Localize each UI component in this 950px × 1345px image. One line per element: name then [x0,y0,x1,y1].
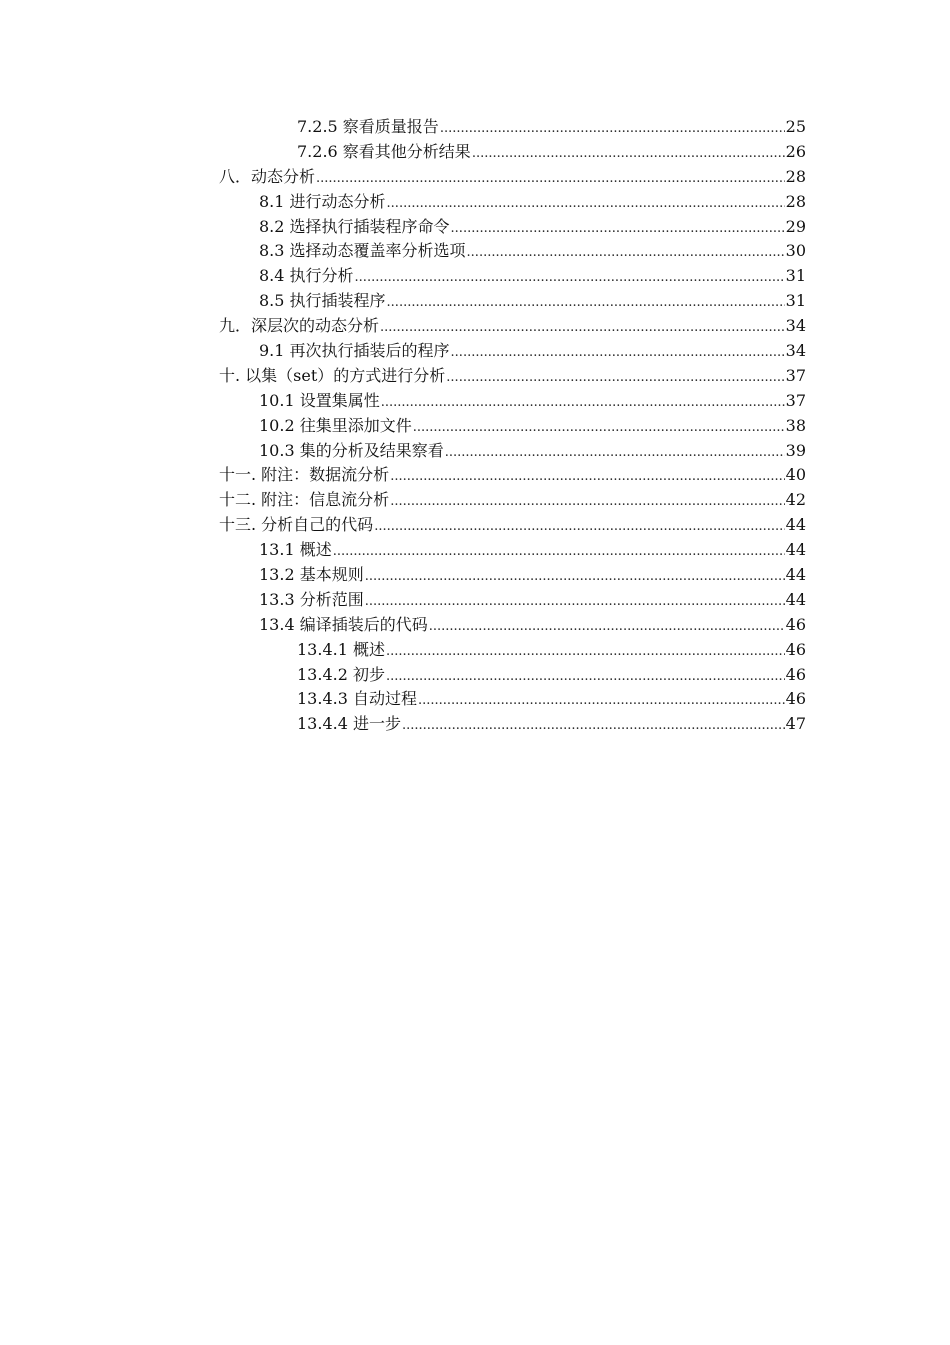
toc-entry-title[interactable]: 7.2.6 察看其他分析结果 [297,141,471,161]
toc-page-number: 30 [785,241,806,261]
toc-dot-leader [451,217,785,242]
toc-entry[interactable] [219,463,806,488]
toc-entry-title[interactable]: 13.2 基本规则 [259,565,364,585]
toc-dot-leader [380,316,785,341]
toc-page-number: 42 [785,490,806,510]
toc-entry-title[interactable]: 八．动态分析 [219,166,316,186]
toc-entry-title[interactable]: 9.1 再次执行插装后的程序 [259,341,450,361]
toc-dot-leader [386,640,785,665]
toc-entry[interactable] [219,264,806,289]
toc-entry-title[interactable]: 13.4.3 自动过程 [297,689,417,709]
toc-entry-title[interactable]: 8.3 选择动态覆盖率分析选项 [259,241,466,261]
toc-page-number: 44 [785,540,806,560]
toc-page-number: 46 [785,689,806,709]
toc-dot-leader [386,665,785,690]
toc-page-number: 47 [785,714,806,734]
toc-entry[interactable] [219,289,806,314]
toc-page-number: 29 [785,216,806,236]
toc-dot-leader [387,192,785,217]
toc-dot-leader [440,117,785,142]
toc-entry-title[interactable]: 7.2.5 察看质量报告 [297,117,439,136]
toc-entry-title[interactable]: 10.3 集的分析及结果察看 [259,440,444,460]
toc-entry[interactable] [219,488,806,513]
toc-entry[interactable] [219,663,806,688]
toc-page-number: 44 [785,589,806,609]
toc-page-number: 37 [785,390,806,410]
toc-dot-leader [402,714,785,739]
toc-entry-title[interactable]: 13.4.1 概述 [297,639,385,659]
toc-dot-leader [365,590,785,615]
toc-dot-leader [387,291,785,316]
toc-entry-title[interactable]: 8.2 选择执行插装程序命令 [259,216,450,236]
toc-page-number: 38 [785,415,806,435]
toc-entry[interactable] [219,140,806,165]
toc-page-number: 40 [785,465,806,485]
toc-entry-title[interactable]: 10.2 往集里添加文件 [259,415,412,435]
toc-entry-title[interactable]: 13.1 概述 [259,540,332,560]
toc-entry-title[interactable]: 8.1 进行动态分析 [259,191,386,211]
toc-entry[interactable] [219,613,806,638]
toc-page-number: 44 [785,515,806,535]
toc-page-number: 28 [785,191,806,211]
toc-dot-leader [472,142,785,167]
toc-entry[interactable] [219,563,806,588]
toc-dot-leader [355,266,785,291]
toc-dot-leader [429,615,785,640]
toc-dot-leader [333,540,785,565]
toc-page-number: 44 [785,565,806,585]
toc-dot-leader [365,565,785,590]
toc-entry[interactable] [219,190,806,215]
toc-entry[interactable] [219,115,806,140]
toc-entry[interactable] [219,239,806,264]
toc-entry[interactable] [219,588,806,613]
toc-entry-title[interactable]: 十. 以集（set）的方式进行分析 [219,365,446,385]
toc-entry[interactable] [219,364,806,389]
toc-page-number: 34 [785,341,806,361]
toc-page-number: 31 [785,266,806,286]
toc-entry-title[interactable]: 13.4 编译插装后的代码 [259,614,428,634]
toc-dot-leader [418,689,785,714]
toc-page-number: 37 [785,365,806,385]
toc-entry-title[interactable]: 九．深层次的动态分析 [219,316,380,336]
toc-dot-leader [381,391,785,416]
toc-entry[interactable] [219,538,806,563]
toc-dot-leader [390,465,784,490]
toc-entry[interactable] [219,712,806,737]
toc-entry-title[interactable]: 13.3 分析范围 [259,589,364,609]
toc-page-number: 31 [785,291,806,311]
toc-entry-title[interactable]: 十三. 分析自己的代码 [219,515,374,535]
toc-entry[interactable] [219,687,806,712]
toc-dot-leader [374,515,784,540]
toc-page-number: 25 [785,117,806,136]
toc-entry[interactable] [219,638,806,663]
toc-entry-title[interactable]: 13.4.4 进一步 [297,714,401,734]
toc-page-number: 39 [785,440,806,460]
toc-entry[interactable] [219,439,806,464]
toc-page-number: 26 [785,141,806,161]
toc-dot-leader [451,341,785,366]
toc-entry-title[interactable]: 10.1 设置集属性 [259,390,380,410]
toc-entry[interactable] [219,165,806,190]
toc-dot-leader [413,416,785,441]
toc-page-number: 46 [785,614,806,634]
toc-dot-leader [390,490,784,515]
toc-entry[interactable] [219,513,806,538]
table-of-contents [219,115,806,737]
toc-entry[interactable] [219,414,806,439]
toc-page-number: 34 [785,316,806,336]
toc-entry[interactable] [219,389,806,414]
toc-entry-title[interactable]: 8.5 执行插装程序 [259,291,386,311]
toc-page-number: 46 [785,639,806,659]
toc-page-number: 46 [785,664,806,684]
toc-entry-title[interactable]: 13.4.2 初步 [297,664,385,684]
toc-entry-title[interactable]: 十二. 附注：信息流分析 [219,490,390,510]
toc-entry[interactable] [219,314,806,339]
toc-entry[interactable] [219,339,806,364]
toc-dot-leader [316,167,785,192]
toc-entry-title[interactable]: 十一. 附注：数据流分析 [219,465,390,485]
toc-dot-leader [467,241,785,266]
toc-entry[interactable] [219,215,806,240]
toc-dot-leader [446,366,784,391]
toc-dot-leader [445,441,785,466]
toc-page-number: 28 [785,166,806,186]
toc-entry-title[interactable]: 8.4 执行分析 [259,266,354,286]
